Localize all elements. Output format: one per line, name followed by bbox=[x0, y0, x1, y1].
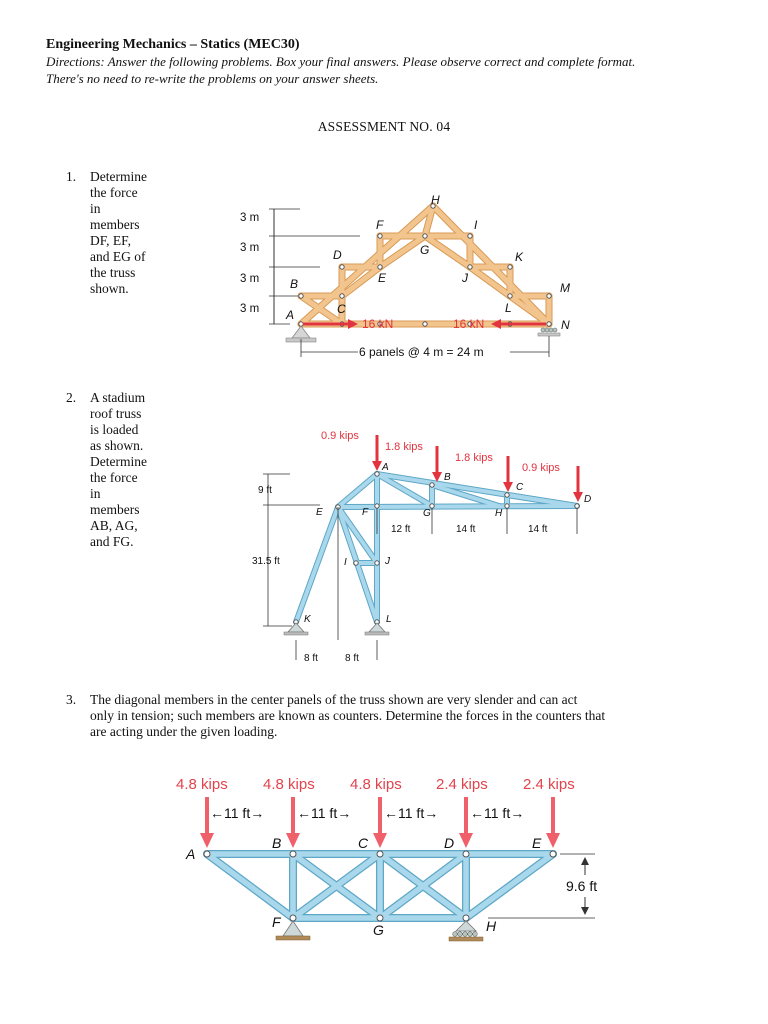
load-label-e: 2.4 kips bbox=[523, 776, 575, 793]
node-label-i: I bbox=[344, 557, 347, 568]
dim-14ft-b: 14 ft bbox=[528, 524, 548, 535]
node-label-b: B bbox=[290, 277, 299, 291]
node-label-a: A bbox=[382, 462, 389, 473]
node-label-g: G bbox=[420, 243, 430, 257]
span-label: 6 panels @ 4 m = 24 m bbox=[359, 345, 484, 359]
pin-support-f-icon bbox=[283, 921, 303, 936]
height-label-4: 3 m bbox=[240, 303, 260, 315]
dim-8ft-b: 8 ft bbox=[345, 653, 359, 664]
node-label-b: B bbox=[272, 835, 282, 851]
dim-9ft: 9 ft bbox=[258, 485, 272, 496]
node-label-b: B bbox=[444, 472, 451, 483]
roller-support-h-icon bbox=[453, 932, 478, 937]
node-label-k: K bbox=[515, 250, 524, 264]
spacing-4: ←11 ft→ bbox=[470, 805, 525, 821]
spacing-3-value: 11 ft bbox=[398, 805, 425, 821]
node-label-a: A bbox=[286, 308, 295, 322]
node-label-m: M bbox=[560, 281, 570, 295]
spacing-1: ←11 ft→ bbox=[210, 805, 265, 821]
problem-number: 2. bbox=[66, 390, 77, 405]
height-label-1: 3 m bbox=[240, 212, 260, 224]
spacing-1-value: 11 ft bbox=[224, 805, 251, 821]
problem-text: Determine the force in members DF, EF, and EG of the truss shown. bbox=[90, 169, 147, 296]
node-label-e: E bbox=[378, 271, 387, 285]
load-label-0-9-b: 0.9 kips bbox=[522, 462, 560, 474]
node-label-j: J bbox=[385, 556, 390, 567]
node-label-c: C bbox=[358, 835, 369, 851]
dim-8ft-a: 8 ft bbox=[304, 653, 318, 664]
problem-number: 3. bbox=[66, 692, 77, 707]
load-arrow-e-icon bbox=[546, 833, 560, 848]
node-label-d: D bbox=[584, 494, 592, 505]
node-label-c: C bbox=[516, 482, 524, 493]
load-label-right: 16 kN bbox=[453, 317, 485, 331]
spacing-2-value: 11 ft bbox=[311, 805, 338, 821]
load-label-b: 4.8 kips bbox=[263, 776, 315, 793]
load-arrow-d-icon bbox=[459, 833, 473, 848]
spacing-2: ←11 ft→ bbox=[297, 805, 352, 821]
load-arrow-c-icon bbox=[373, 833, 387, 848]
spacing-4-value: 11 ft bbox=[484, 805, 511, 821]
node-label-l: L bbox=[386, 614, 392, 625]
load-label-0-9-a: 0.9 kips bbox=[321, 430, 359, 442]
node-label-e: E bbox=[316, 507, 323, 518]
dim-31-5ft: 31.5 ft bbox=[252, 556, 280, 567]
node-label-f: F bbox=[376, 218, 384, 232]
node-label-h: H bbox=[431, 193, 440, 207]
problem-text-line-3: are acting under the given loading. bbox=[90, 724, 278, 739]
course-title: Engineering Mechanics – Statics (MEC30) bbox=[46, 37, 300, 52]
node-label-l: L bbox=[505, 301, 512, 315]
node-label-a: A bbox=[186, 846, 196, 862]
node-label-g: G bbox=[373, 922, 384, 938]
dim-12ft: 12 ft bbox=[391, 524, 411, 535]
node-label-h: H bbox=[486, 918, 497, 934]
dim-14ft-a: 14 ft bbox=[456, 524, 476, 535]
height-label-2: 3 m bbox=[240, 242, 260, 254]
load-label-1-8-a: 1.8 kips bbox=[385, 441, 423, 453]
node-label-d: D bbox=[444, 835, 455, 851]
node-label-e: E bbox=[532, 835, 542, 851]
node-label-h: H bbox=[495, 508, 503, 519]
load-arrow-a-icon bbox=[200, 833, 214, 848]
height-label-3: 3 m bbox=[240, 273, 260, 285]
problem-text: A stadium roof truss is loaded as shown. Determine the force in members AB, AG, and FG. bbox=[90, 390, 147, 549]
directions-line-2: There's no need to re-write the problems on your answer sheets. bbox=[46, 71, 379, 86]
assessment-title: ASSESSMENT NO. 04 bbox=[317, 119, 451, 134]
node-label-f: F bbox=[272, 914, 281, 930]
node-label-c: C bbox=[337, 302, 346, 316]
node-label-n: N bbox=[561, 318, 570, 332]
directions-line-1: Directions: Answer the following problems. Box your final answers. Please observe correct and complete format. bbox=[46, 54, 636, 69]
load-label-d: 2.4 kips bbox=[436, 776, 488, 793]
load-label-left: 16 kN bbox=[362, 317, 394, 331]
load-label-1-8-b: 1.8 kips bbox=[455, 452, 493, 464]
height-label: 9.6 ft bbox=[566, 878, 598, 894]
node-label-k: K bbox=[304, 614, 311, 625]
node-label-i: I bbox=[474, 218, 478, 232]
node-label-j: J bbox=[462, 271, 468, 285]
load-label-a: 4.8 kips bbox=[176, 776, 228, 793]
node-label-f: F bbox=[362, 507, 369, 518]
load-label-c: 4.8 kips bbox=[350, 776, 402, 793]
problem-text-line-1: The diagonal members in the center panels of the truss shown are very slender and can act bbox=[90, 692, 578, 707]
node-label-g: G bbox=[423, 508, 431, 519]
load-arrow-b-icon bbox=[286, 833, 300, 848]
spacing-3: ←11 ft→ bbox=[384, 805, 439, 821]
problem-number: 1. bbox=[66, 169, 77, 184]
node-label-d: D bbox=[333, 248, 342, 262]
problem-text-line-2: only in tension; such members are known as counters. Determine the forces in the counters that bbox=[90, 708, 606, 723]
